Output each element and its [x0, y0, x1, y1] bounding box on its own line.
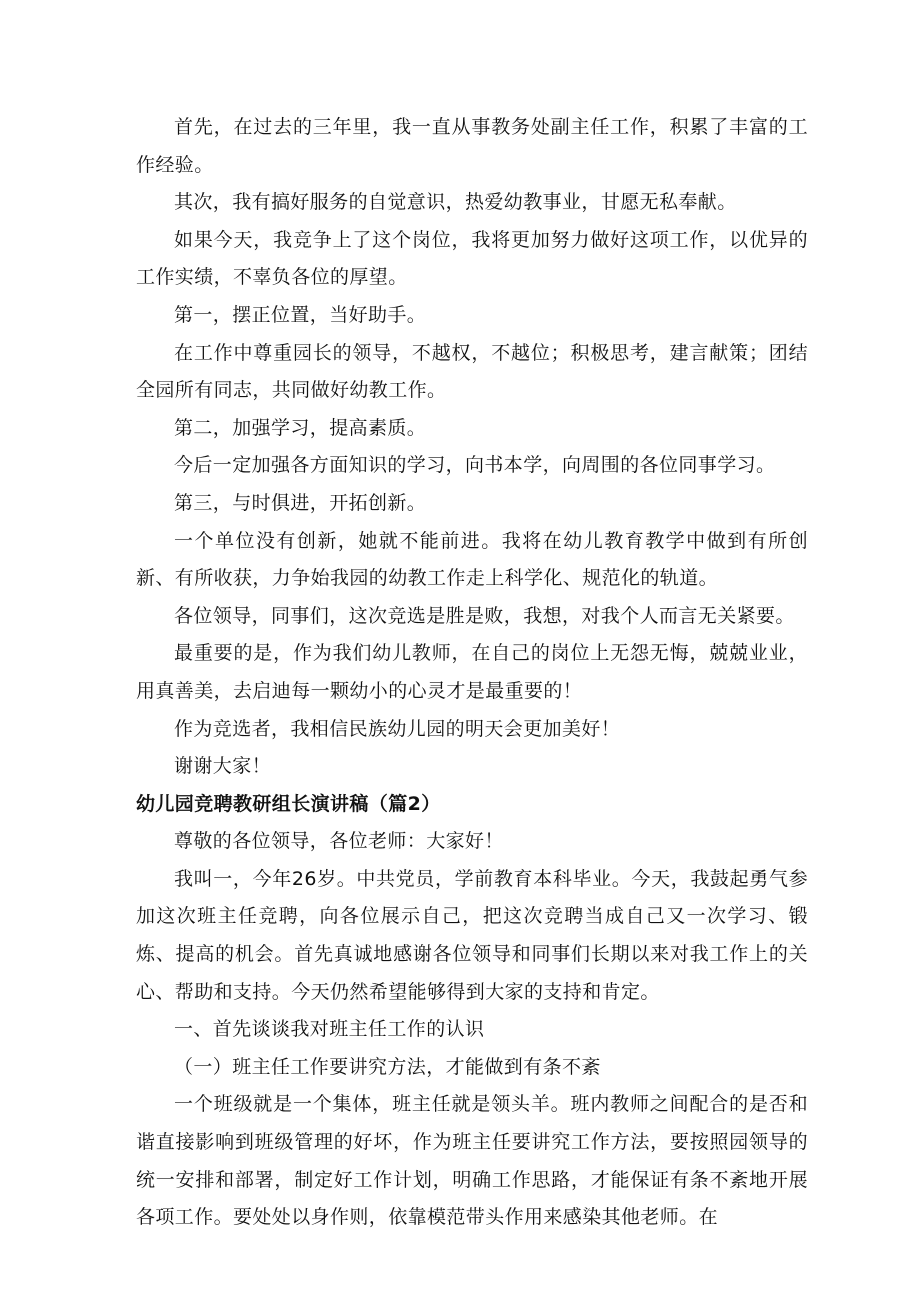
paragraph: 第一，摆正位置，当好助手。 [174, 303, 427, 326]
subheading: （一）班主任工作要讲究方法，才能做到有条不紊 [174, 1055, 601, 1078]
paragraph: 第三，与时俱进，开拓创新。 [174, 491, 427, 514]
subheading: 一、首先谈谈我对班主任工作的认识 [174, 1018, 485, 1041]
paragraph: 最重要的是，作为我们幼儿教师，在自己的岗位上无怨无悔，兢兢业业，用真善美，去启迪每一颗幼小的心灵才是最重要的！ [136, 642, 808, 702]
greeting-paragraph: 尊敬的各位领导，各位老师：大家好！ [174, 830, 504, 853]
paragraph: 一个班级就是一个集体，班主任就是领头羊。班内教师之间配合的是否和谐直接影响到班级管理的好坏，作为班主任要讲究工作方法，要按照园领导的统一安排和部署，制定好工作计划，明确工作思路，才能保证有条不紊地开展各项工作。要处处以身作则，依靠模范带头作用来感染其他老师。在 [136, 1093, 808, 1229]
paragraph: 首先，在过去的三年里，我一直从事教务处副主任工作，积累了丰富的工作经验。 [136, 116, 808, 176]
paragraph: 我叫一，今年26岁。中共党员，学前教育本科毕业。今天，我鼓起勇气参加这次班主任竞聘，向各位展示自己，把这次竞聘当成自己又一次学习、锻炼、提高的机会。首先真诚地感谢各位领导和同事们长期以来对我工作上的关心、帮助和支持。今天仍然希望能够得到大家的支持和肯定。 [136, 867, 808, 1003]
paragraph: 第二，加强学习，提高素质。 [174, 416, 427, 439]
paragraph: 各位领导，同事们，这次竞选是胜是败，我想，对我个人而言无关紧要。 [174, 604, 795, 627]
paragraph: 一个单位没有创新，她就不能前进。我将在幼儿教育教学中做到有所创新、有所收获，力争始我园的幼教工作走上科学化、规范化的轨道。 [136, 529, 808, 590]
section-title: 幼儿园竞聘教研组长演讲稿（篇2） [136, 792, 441, 815]
paragraph: 在工作中尊重园长的领导，不越权，不越位；积极思考，建言献策；团结全园所有同志，共同做好幼教工作。 [136, 341, 808, 402]
paragraph: 今后一定加强各方面知识的学习，向书本学，向周围的各位同事学习。 [174, 454, 776, 477]
document-body [136, 109, 808, 1237]
paragraph: 其次，我有搞好服务的自觉意识，热爱幼教事业，甘愿无私奉献。 [174, 191, 737, 214]
paragraph: 如果今天，我竞争上了这个岗位，我将更加努力做好这项工作，以优异的工作实绩，不辜负各位的厚望。 [136, 228, 808, 289]
paragraph: 作为竞选者，我相信民族幼儿园的明天会更加美好！ [174, 717, 621, 740]
paragraph: 谢谢大家！ [174, 755, 272, 778]
